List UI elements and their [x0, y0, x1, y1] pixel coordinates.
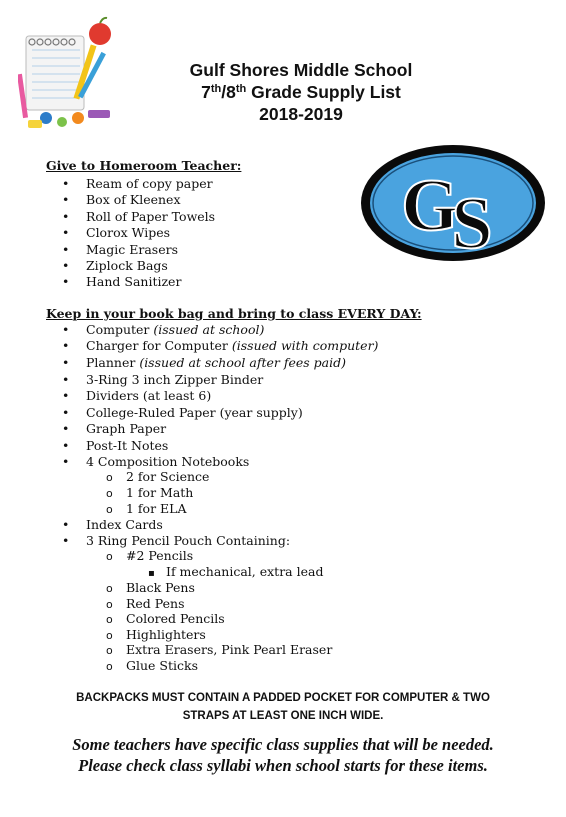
- homeroom-section-title: Give to Homeroom Teacher:: [46, 158, 242, 173]
- school-name: Gulf Shores Middle School: [189, 60, 413, 80]
- document-header: [120, 59, 482, 125]
- school-supplies-clipart: [18, 14, 114, 132]
- logo-letter-s: S: [451, 183, 493, 262]
- gs-logo: [360, 144, 546, 262]
- logo-letter-g: G: [401, 165, 459, 247]
- list-title: 7th/8th Grade Supply List: [201, 82, 401, 102]
- closing-note: Some teachers have specific class supplies that will be needed. Please check class syllabi when school starts for these items.: [72, 735, 494, 775]
- school-year: 2018-2019: [259, 104, 343, 124]
- bookbag-section-title: Keep in your book bag and bring to class EVERY DAY:: [46, 306, 422, 321]
- backpack-notice: BACKPACKS MUST CONTAIN A PADDED POCKET FOR COMPUTER & TWO STRAPS AT LEAST ONE INCH WIDE.: [76, 692, 490, 722]
